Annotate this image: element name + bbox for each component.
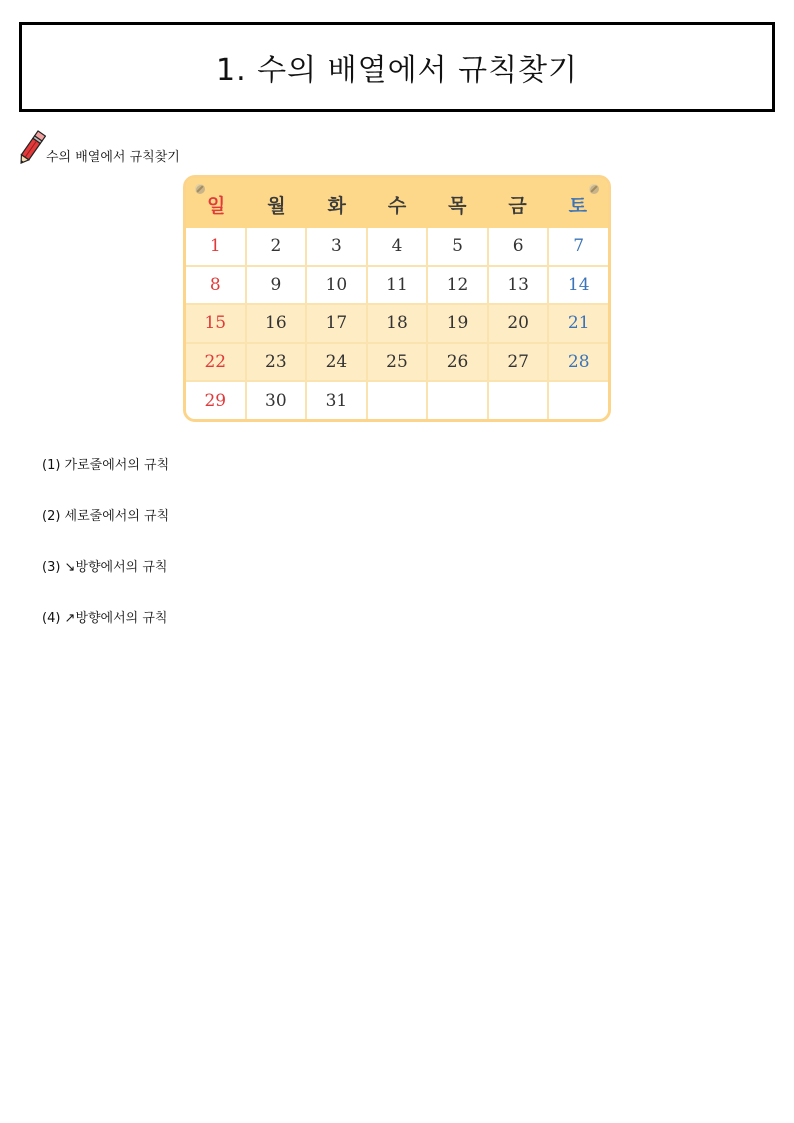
calendar-cell: 14 <box>549 267 608 304</box>
calendar-cell: 1 <box>186 228 245 265</box>
calendar-cell: 29 <box>186 382 245 419</box>
page-title: 1. 수의 배열에서 규칙찾기 <box>215 53 579 88</box>
calendar-header <box>186 178 608 228</box>
calendar-cell: 18 <box>368 305 427 342</box>
calendar-cell: 12 <box>428 267 487 304</box>
calendar-cell <box>489 382 548 419</box>
title-box <box>19 22 775 112</box>
calendar-cell: 22 <box>186 344 245 381</box>
calendar-cell: 30 <box>247 382 306 419</box>
calendar-cell: 17 <box>307 305 366 342</box>
calendar-cell: 8 <box>186 267 245 304</box>
weekday-thu: 목 <box>448 194 467 217</box>
pencil-icon <box>16 128 46 168</box>
question-horizontal: (1) 가로줄에서의 규칙 <box>42 458 170 473</box>
weekday-fri: 금 <box>508 194 527 217</box>
calendar-cell: 25 <box>368 344 427 381</box>
calendar-cell: 28 <box>549 344 608 381</box>
calendar-cell: 5 <box>428 228 487 265</box>
calendar-cell: 4 <box>368 228 427 265</box>
calendar-cell: 20 <box>489 305 548 342</box>
weekday-mon: 월 <box>267 194 286 217</box>
calendar-cell: 24 <box>307 344 366 381</box>
calendar-cell: 2 <box>247 228 306 265</box>
pin-icon <box>195 184 205 194</box>
calendar-cell: 16 <box>247 305 306 342</box>
calendar-cell: 19 <box>428 305 487 342</box>
weekday-sat: 토 <box>568 194 588 217</box>
question-diagonal-down: (3) ↘방향에서의 규칙 <box>42 560 168 575</box>
calendar-cell: 15 <box>186 305 245 342</box>
calendar-cell: 6 <box>489 228 548 265</box>
calendar-cell: 27 <box>489 344 548 381</box>
pin-icon <box>589 184 599 194</box>
calendar-cell: 23 <box>247 344 306 381</box>
calendar-cell: 26 <box>428 344 487 381</box>
section-label: 수의 배열에서 규칙찾기 <box>46 150 180 165</box>
calendar-cell: 9 <box>247 267 306 304</box>
calendar-cell: 7 <box>549 228 608 265</box>
weekday-wed: 수 <box>387 194 407 217</box>
calendar-grid <box>186 228 608 419</box>
calendar-cell: 10 <box>307 267 366 304</box>
calendar-cell: 21 <box>549 305 608 342</box>
calendar <box>183 175 611 422</box>
calendar-cell: 31 <box>307 382 366 419</box>
weekday-tue: 화 <box>327 194 346 217</box>
calendar-cell <box>368 382 427 419</box>
calendar-cell: 13 <box>489 267 548 304</box>
calendar-cell: 3 <box>307 228 366 265</box>
question-vertical: (2) 세로줄에서의 규칙 <box>42 509 170 524</box>
question-diagonal-up: (4) ↗방향에서의 규칙 <box>42 611 168 626</box>
calendar-cell <box>428 382 487 419</box>
calendar-cell <box>549 382 608 419</box>
weekday-sun: 일 <box>206 194 226 217</box>
section-heading <box>16 128 180 168</box>
calendar-cell: 11 <box>368 267 427 304</box>
